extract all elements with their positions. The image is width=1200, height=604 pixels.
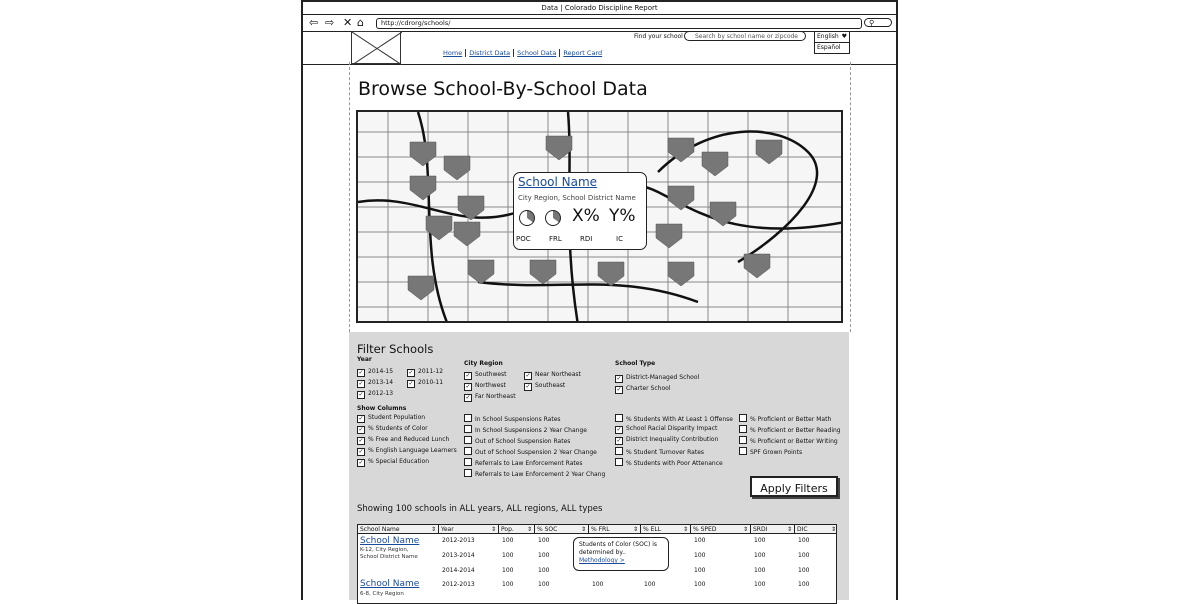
column-checkbox[interactable]: Referrals to Law Enforcement Rates [464, 458, 583, 468]
site-header [303, 31, 896, 65]
region-checkbox[interactable]: ✓ Southwest [465, 371, 507, 379]
column-checkbox[interactable]: ✓ % Free and Reduced Lunch [358, 436, 450, 444]
column-checkbox[interactable]: ✓ % Special Education [358, 458, 430, 466]
type-heading: School Type [615, 360, 656, 367]
back-icon[interactable]: ⇦ [309, 16, 319, 29]
value-cell: 100 [798, 537, 810, 544]
value-cell: 100 [538, 567, 550, 574]
school-name-link[interactable]: School Name [360, 579, 420, 589]
value-cell: 100 [644, 581, 656, 588]
column-checkbox[interactable]: Out of School Suspension 2 Year Change [464, 447, 597, 457]
language-select[interactable] [814, 31, 850, 54]
rdi-label: RDI [580, 235, 593, 243]
year-checkbox[interactable]: ✓ 2014-15 [358, 368, 394, 376]
year-heading: Year [357, 356, 372, 363]
school-search-input[interactable]: Search by school name or zipcode [684, 31, 806, 41]
poc-label: POC [516, 235, 531, 243]
nav-district-data[interactable]: District Data [466, 49, 514, 57]
school-subtitle: School District Name [360, 554, 418, 560]
rdi-value: X% [572, 206, 600, 226]
find-school-label: Find your school [634, 33, 683, 40]
year-cell: 2012-2013 [442, 537, 475, 544]
frl-label: FRL [549, 235, 562, 243]
column-checkbox[interactable]: % Students with Poor Attenance [615, 458, 723, 468]
column-checkbox[interactable]: ✓ Student Population [358, 414, 426, 422]
nav-home[interactable]: Home [440, 49, 466, 57]
popup-subtitle: City Region, School District Name [518, 194, 636, 202]
window-title: Data | Colorado Discipline Report [303, 2, 896, 15]
column-checkbox[interactable]: In School Suspensions Rates [464, 414, 561, 424]
type-checkbox[interactable]: ✓ District-Managed School [616, 374, 700, 382]
browser-search-icon[interactable]: ⚲ [864, 18, 892, 27]
year-cell: 2012-2013 [442, 581, 475, 588]
filter-panel [349, 332, 849, 600]
methodology-link[interactable]: Methodology > [579, 557, 625, 564]
tooltip-text: Students of Color (SOC) is determined by.. [579, 541, 658, 556]
value-cell: 100 [502, 537, 514, 544]
apply-filters-button[interactable]: Apply Filters [750, 476, 838, 497]
frl-pie-icon [545, 210, 561, 226]
value-cell: 100 [538, 581, 550, 588]
col-header-sped[interactable]: % SPED ⇕ [691, 525, 751, 534]
value-cell: 100 [502, 552, 514, 559]
region-checkbox[interactable]: ✓ Near Northeast [525, 371, 581, 379]
column-checkbox[interactable]: Referrals to Law Enforcement 2 Year Chang [464, 469, 605, 479]
value-cell: 100 [694, 552, 706, 559]
value-cell: 100 [502, 581, 514, 588]
region-checkbox[interactable]: ✓ Far Northeast [465, 393, 516, 401]
columns-heading: Show Columns [357, 405, 407, 412]
col-header-year[interactable]: Year ⇕ [439, 525, 499, 534]
school-map[interactable] [356, 110, 843, 323]
year-checkbox[interactable]: ✓ 2010-11 [408, 379, 444, 387]
school-name-link[interactable]: School Name [360, 536, 420, 546]
value-cell: 100 [694, 567, 706, 574]
nav-school-data[interactable]: School Data [514, 49, 560, 57]
value-cell: 100 [754, 537, 766, 544]
col-header-srdi[interactable]: SRDI ⇕ [751, 525, 795, 534]
nav-report-card[interactable]: Report Card [563, 49, 603, 57]
col-header-school-name[interactable]: School Name ⇕ [358, 525, 439, 534]
type-checkbox[interactable]: ✓ Charter School [616, 385, 671, 393]
col-header-dic[interactable]: DIC ⇕ [797, 526, 836, 533]
school-popup [513, 172, 647, 250]
popup-school-name-link[interactable]: School Name [518, 175, 598, 189]
value-cell: 100 [694, 581, 706, 588]
column-checkbox[interactable]: % Students With At Least 1 Offense [615, 414, 733, 424]
heart-icon: ♥ [841, 33, 847, 40]
value-cell: 100 [538, 537, 550, 544]
page-title: Browse School-By-School Data [358, 78, 648, 100]
language-english[interactable]: English ♥ [814, 31, 850, 43]
results-table [357, 524, 837, 604]
home-icon[interactable]: ⌂ [357, 16, 364, 29]
value-cell: 100 [502, 567, 514, 574]
close-icon[interactable]: ✕ [343, 16, 353, 29]
year-cell: 2013-2014 [442, 552, 475, 559]
column-checkbox[interactable]: ✓ % Students of Color [358, 425, 428, 433]
main-nav [440, 49, 605, 57]
school-subtitle: 6-8, City Region [360, 591, 404, 597]
col-header-pop[interactable]: Pop. ⇕ [499, 525, 535, 534]
column-checkbox[interactable]: ✓ District Inequality Contribution [616, 436, 719, 444]
value-cell: 100 [754, 552, 766, 559]
column-checkbox[interactable]: % Proficient or Better Math [739, 414, 831, 424]
col-header-frl[interactable]: % FRL ⇕ [589, 525, 641, 534]
school-subtitle: K-12, City Region, [360, 547, 409, 553]
value-cell: 100 [694, 537, 706, 544]
region-checkbox[interactable]: ✓ Southeast [525, 382, 566, 390]
value-cell: 100 [798, 567, 810, 574]
url-input[interactable]: http://cdrorg/schools/ [376, 18, 862, 29]
column-checkbox[interactable]: % Proficient or Better Reading [739, 425, 841, 435]
column-checkbox[interactable]: SPF Grown Points [739, 447, 802, 457]
col-header-ell[interactable]: % ELL ⇕ [641, 525, 691, 534]
year-checkbox[interactable]: ✓ 2011-12 [408, 368, 444, 376]
results-summary: Showing 100 schools in ALL years, ALL regions, ALL types [357, 504, 603, 514]
ic-value: Y% [609, 206, 636, 226]
value-cell: 100 [754, 581, 766, 588]
column-checkbox[interactable]: In School Suspensions 2 Year Change [464, 425, 587, 435]
language-espanol[interactable]: Español [814, 43, 850, 54]
column-checkbox[interactable]: % Proficient or Better Writing [739, 436, 838, 446]
soc-tooltip [573, 537, 669, 571]
poc-pie-icon [519, 210, 535, 226]
value-cell: 100 [798, 581, 810, 588]
address-bar-row [303, 15, 896, 32]
logo-placeholder [351, 31, 401, 64]
year-checkbox[interactable]: ✓ 2012-13 [358, 390, 394, 398]
main-content [349, 62, 851, 332]
column-checkbox[interactable]: % Student Turnover Rates [615, 447, 704, 457]
col-header-soc[interactable]: % SOC ⇕ [535, 525, 589, 534]
region-checkbox[interactable]: ✓ Northwest [465, 382, 506, 390]
year-cell: 2014-2014 [442, 567, 475, 574]
column-checkbox[interactable]: ✓ School Racial Disparity Impact [616, 425, 718, 433]
value-cell: 100 [592, 581, 604, 588]
ic-label: IC [616, 235, 623, 243]
region-heading: City Region [464, 360, 503, 367]
value-cell: 100 [798, 552, 810, 559]
value-cell: 100 [538, 552, 550, 559]
column-checkbox[interactable]: Out of School Suspension Rates [464, 436, 570, 446]
value-cell: 100 [754, 567, 766, 574]
year-checkbox[interactable]: ✓ 2013-14 [358, 379, 394, 387]
filter-title: Filter Schools [357, 342, 434, 356]
column-checkbox[interactable]: ✓ % English Language Learners [358, 447, 457, 455]
forward-icon[interactable]: ⇨ [325, 16, 335, 29]
